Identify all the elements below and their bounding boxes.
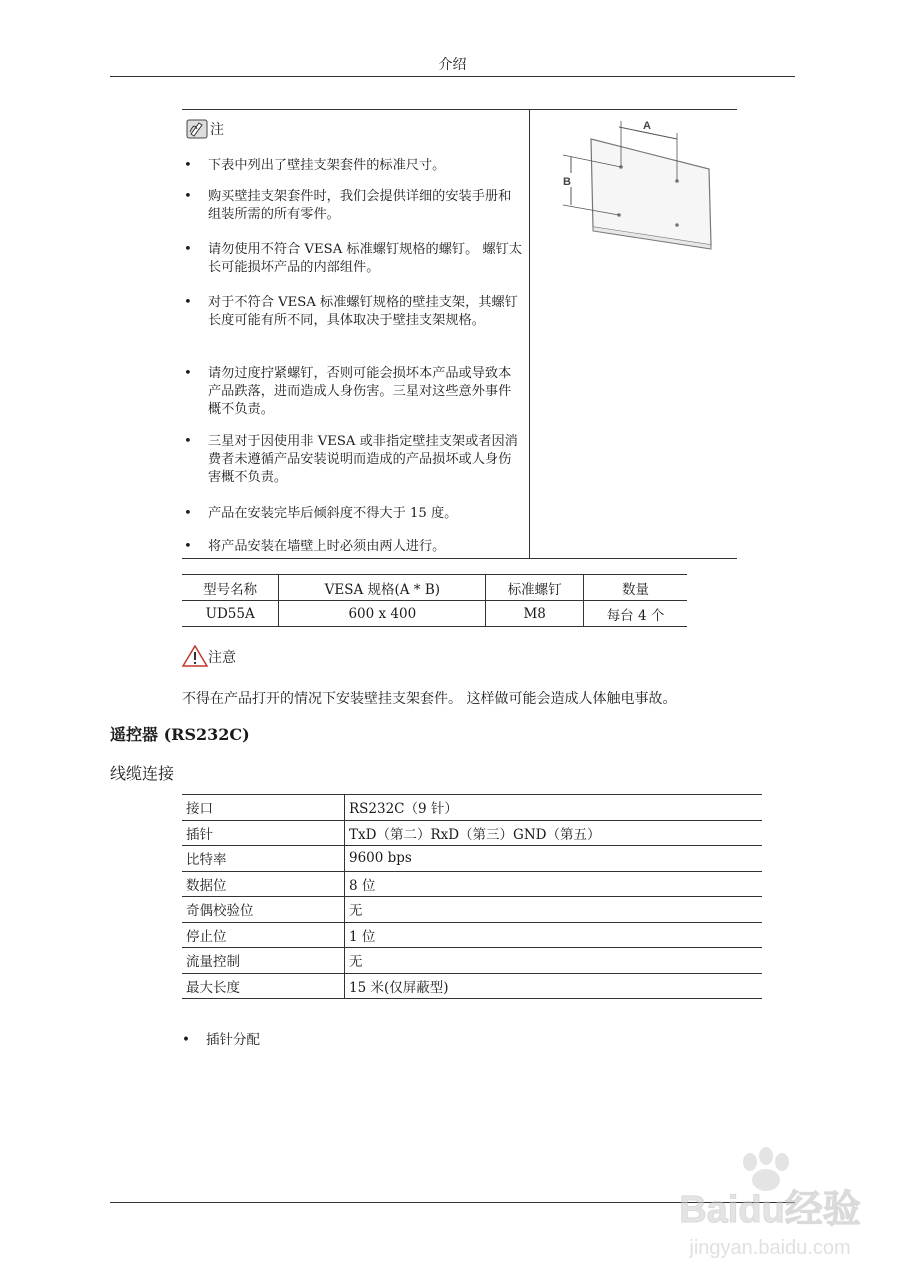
page-title: 介绍: [438, 57, 467, 73]
list-item: • 购买壁挂支架套件时，我们会提供详细的安装手册和组装所需的所有零件。: [182, 188, 528, 224]
table-key: 流量控制: [182, 948, 345, 974]
list-item: • 产品在安装完毕后倾斜度不得大于 15 度。: [182, 505, 461, 523]
label-b: B: [563, 176, 571, 188]
table-key: 数据位: [182, 871, 345, 897]
table-key: 插针: [182, 820, 345, 846]
table-header-row: [182, 575, 687, 601]
pin-assignment-bullet: • 插针分配: [182, 1032, 260, 1048]
table-cell: M8: [486, 601, 584, 627]
table-value: RS232C（9 针）: [345, 795, 763, 821]
table-row: [182, 601, 687, 627]
label-a: A: [643, 120, 651, 132]
caution-text: 不得在产品打开的情况下安装壁挂支架套件。 这样做可能会造成人体触电事故。: [182, 691, 677, 707]
table-row: [182, 871, 762, 897]
table-key: 停止位: [182, 922, 345, 948]
baidu-watermark: [640, 1140, 900, 1270]
table-key: 最大长度: [182, 973, 345, 999]
table-value: 无: [345, 897, 763, 923]
table-header-cell: 标准螺钉: [486, 575, 584, 601]
vesa-spec-table: [182, 574, 687, 627]
list-item: • 请勿使用不符合 VESA 标准螺钉规格的螺钉。 螺钉太长可能损坏产品的内部组件。: [182, 241, 528, 277]
rs232-table: [182, 794, 762, 999]
list-item: • 请勿过度拧紧螺钉，否则可能会损坏本产品或导致本产品跌落，进而造成人身伤害。三星对这些意外事件概不负责。: [182, 365, 528, 419]
table-value: TxD（第二）RxD（第三）GND（第五）: [345, 820, 763, 846]
table-row: [182, 846, 762, 872]
header-rule: [110, 76, 795, 77]
table-value: 无: [345, 948, 763, 974]
watermark-url: jingyan.baidu.com: [689, 1237, 851, 1259]
table-row: [182, 922, 762, 948]
table-row: [182, 897, 762, 923]
table-value: 1 位: [345, 922, 763, 948]
table-value: 8 位: [345, 871, 763, 897]
warning-icon: [182, 645, 208, 667]
list-item: • 三星对于因使用非 VESA 或非指定壁挂支架或者因消费者未遵循产品安装说明而造成的产品损坏或人身伤害概不负责。: [182, 433, 528, 487]
table-value: 15 米(仅屏蔽型): [345, 973, 763, 999]
table-cell: 600 x 400: [279, 601, 486, 627]
table-row: [182, 795, 762, 821]
caution-heading: 注意: [182, 645, 236, 667]
vesa-diagram: [553, 113, 733, 253]
list-item: • 对于不符合 VESA 标准螺钉规格的壁挂支架，其螺钉长度可能有所不同，具体取决于壁挂支架规格。: [182, 294, 528, 330]
table-key: 比特率: [182, 846, 345, 872]
watermark-brand: Baidu经验: [679, 1189, 861, 1231]
table-row: [182, 948, 762, 974]
table-cell: UD55A: [182, 601, 279, 627]
table-key: 奇偶校验位: [182, 897, 345, 923]
section-title: 遥控器 (RS232C): [110, 725, 250, 744]
note-box: [182, 109, 737, 559]
table-key: 接口: [182, 795, 345, 821]
table-value: 9600 bps: [345, 846, 763, 872]
table-header-cell: 型号名称: [182, 575, 279, 601]
table-cell: 每台 4 个: [584, 601, 687, 627]
note-icon: [186, 119, 208, 139]
table-header-cell: VESA 规格(A * B): [279, 575, 486, 601]
section-subtitle: 线缆连接: [110, 764, 175, 783]
table-row: [182, 973, 762, 999]
table-header-cell: 数量: [584, 575, 687, 601]
table-row: [182, 820, 762, 846]
list-item: • 将产品安装在墙壁上时必须由两人进行。: [182, 538, 449, 556]
list-item: • 下表中列出了壁挂支架套件的标准尺寸。: [182, 157, 449, 175]
note-heading: 注: [186, 119, 224, 139]
